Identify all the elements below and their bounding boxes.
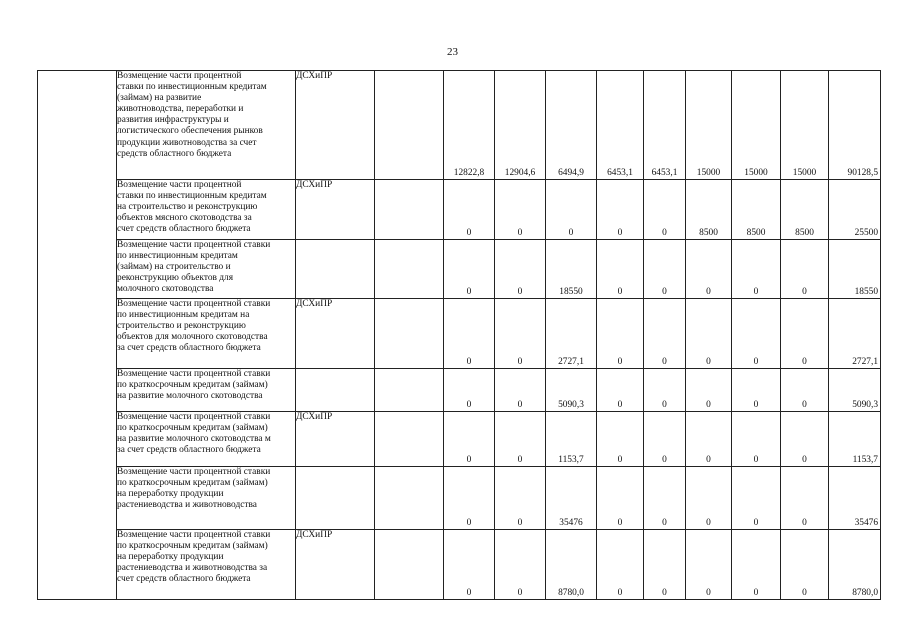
value-cell: 0	[781, 412, 829, 467]
table-row	[38, 412, 881, 467]
value-cell: 12822,8	[444, 71, 495, 180]
value-cell: 0	[686, 299, 732, 369]
table-row	[38, 467, 881, 530]
value-cell: 6494,9	[546, 71, 597, 180]
table-row	[38, 530, 881, 600]
value-cell: 0	[495, 530, 546, 600]
total-cell: 5090,3	[829, 369, 881, 412]
executor-cell	[296, 240, 375, 299]
value-cell: 8500	[781, 180, 829, 240]
value-cell: 1153,7	[546, 412, 597, 467]
value-cell: 0	[597, 412, 644, 467]
measure-name: Возмещение части процентной ставки по краткосрочным кредитам (займам) на развитие молочного скотоводства м за счет средств областного бюджета	[117, 412, 296, 467]
value-cell: 15000	[781, 71, 829, 180]
value-cell: 0	[444, 467, 495, 530]
value-cell: 0	[495, 467, 546, 530]
value-cell: 8500	[686, 180, 732, 240]
empty-cell	[375, 71, 444, 180]
value-cell: 0	[444, 369, 495, 412]
measure-name: Возмещение части процентной ставки по краткосрочным кредитам (займам) на переработку продукции растениеводства и животноводства за счет средств областного бюджета	[117, 530, 296, 600]
total-cell: 18550	[829, 240, 881, 299]
value-cell: 0	[597, 299, 644, 369]
page-number: 23	[447, 46, 458, 58]
value-cell: 0	[781, 530, 829, 600]
executor-cell: ДСХиПР	[296, 530, 375, 600]
value-cell: 0	[444, 299, 495, 369]
measure-name: Возмещение части процентной ставки по инвестиционным кредитам (займам) на развитие животноводства, переработки и развития инфраструктуры и логистического обеспечения рынков продукции животноводства за счет средств областного бюджета	[117, 71, 296, 180]
value-cell: 0	[644, 412, 686, 467]
merged-blank-cell	[38, 71, 117, 600]
value-cell: 0	[444, 240, 495, 299]
table-row	[38, 71, 881, 180]
value-cell: 0	[686, 467, 732, 530]
measure-name: Возмещение части процентной ставки по краткосрочным кредитам (займам) на развитие молочного скотоводства	[117, 369, 296, 412]
total-cell: 2727,1	[829, 299, 881, 369]
total-cell: 8780,0	[829, 530, 881, 600]
value-cell: 2727,1	[546, 299, 597, 369]
value-cell: 0	[732, 412, 781, 467]
table-row	[38, 299, 881, 369]
value-cell: 0	[644, 467, 686, 530]
value-cell: 0	[644, 369, 686, 412]
value-cell: 0	[444, 530, 495, 600]
value-cell: 0	[686, 369, 732, 412]
value-cell: 35476	[546, 467, 597, 530]
value-cell: 0	[495, 299, 546, 369]
value-cell: 0	[686, 240, 732, 299]
value-cell: 0	[732, 369, 781, 412]
empty-cell	[375, 369, 444, 412]
executor-cell: ДСХиПР	[296, 71, 375, 180]
value-cell: 12904,6	[495, 71, 546, 180]
empty-cell	[375, 530, 444, 600]
value-cell: 0	[444, 180, 495, 240]
value-cell: 0	[444, 412, 495, 467]
value-cell: 0	[781, 467, 829, 530]
value-cell: 0	[644, 240, 686, 299]
value-cell: 0	[597, 240, 644, 299]
value-cell: 8500	[732, 180, 781, 240]
value-cell: 0	[781, 240, 829, 299]
table-row	[38, 369, 881, 412]
value-cell: 0	[495, 412, 546, 467]
empty-cell	[375, 240, 444, 299]
value-cell: 0	[732, 299, 781, 369]
empty-cell	[375, 467, 444, 530]
value-cell: 18550	[546, 240, 597, 299]
empty-cell	[375, 180, 444, 240]
value-cell: 0	[732, 467, 781, 530]
value-cell: 0	[495, 180, 546, 240]
total-cell: 35476	[829, 467, 881, 530]
empty-cell	[375, 299, 444, 369]
executor-cell: ДСХиПР	[296, 412, 375, 467]
value-cell: 15000	[686, 71, 732, 180]
value-cell: 0	[495, 369, 546, 412]
measure-name: Возмещение части процентной ставки по инвестиционным кредитам на строительство и реконструкцию объектов для молочного скотоводства за счет средств областного бюджета	[117, 299, 296, 369]
executor-cell	[296, 467, 375, 530]
value-cell: 0	[597, 467, 644, 530]
value-cell: 6453,1	[644, 71, 686, 180]
value-cell: 0	[781, 299, 829, 369]
total-cell: 90128,5	[829, 71, 881, 180]
value-cell: 0	[732, 240, 781, 299]
total-cell: 25500	[829, 180, 881, 240]
executor-cell: ДСХиПР	[296, 299, 375, 369]
value-cell: 0	[644, 180, 686, 240]
value-cell: 6453,1	[597, 71, 644, 180]
value-cell: 0	[686, 530, 732, 600]
value-cell: 5090,3	[546, 369, 597, 412]
value-cell: 0	[597, 530, 644, 600]
value-cell: 8780,0	[546, 530, 597, 600]
total-cell: 1153,7	[829, 412, 881, 467]
value-cell: 0	[644, 299, 686, 369]
measure-name: Возмещение части процентной ставки по инвестиционным кредитам (займам) на строительство и реконструкцию объектов для молочного скотоводства	[117, 240, 296, 299]
value-cell: 0	[546, 180, 597, 240]
table-row	[38, 180, 881, 240]
value-cell: 15000	[732, 71, 781, 180]
value-cell: 0	[495, 240, 546, 299]
value-cell: 0	[597, 369, 644, 412]
table-row	[38, 240, 881, 299]
value-cell: 0	[686, 412, 732, 467]
value-cell: 0	[732, 530, 781, 600]
value-cell: 0	[644, 530, 686, 600]
value-cell: 0	[781, 369, 829, 412]
measure-name: Возмещение части процентной ставки по инвестиционным кредитам на строительство и реконструкцию объектов мясного скотоводства за счет средств областного бюджета	[117, 180, 296, 240]
budget-table	[37, 70, 881, 600]
empty-cell	[375, 412, 444, 467]
value-cell: 0	[597, 180, 644, 240]
measure-name: Возмещение части процентной ставки по краткосрочным кредитам (займам) на переработку продукции растениеводства и животноводства	[117, 467, 296, 530]
executor-cell	[296, 369, 375, 412]
executor-cell: ДСХиПР	[296, 180, 375, 240]
